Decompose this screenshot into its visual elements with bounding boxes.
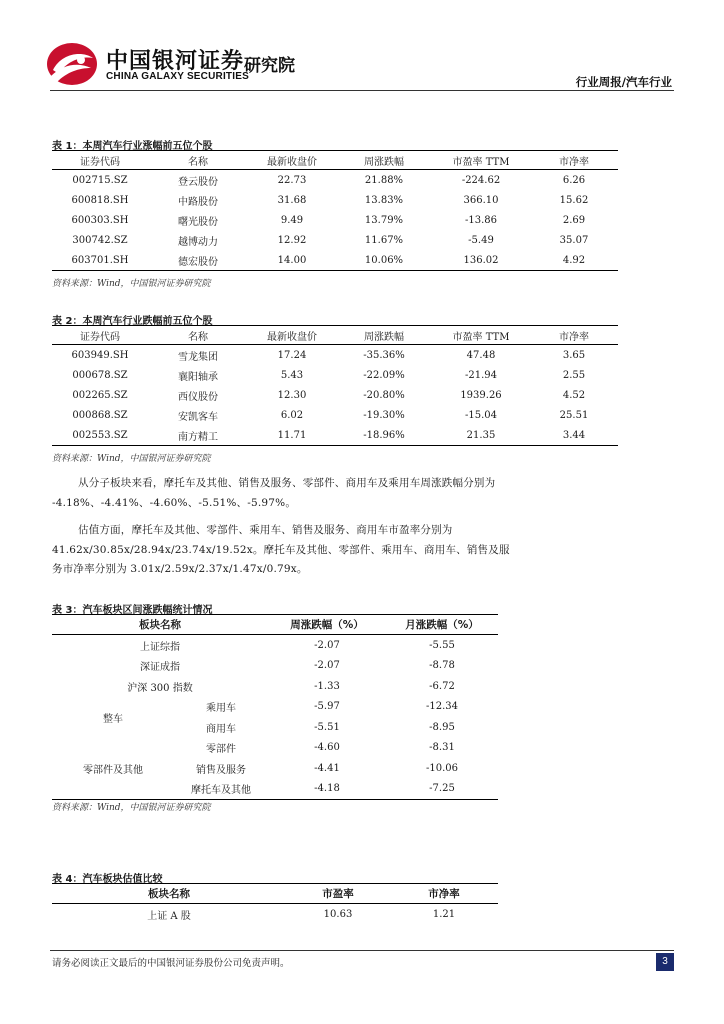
table-row bbox=[52, 230, 618, 250]
paragraph-line: 41.62x/30.85x/28.94x/23.74x/19.52x。摩托车及其他、零部件、乘用车、商用车、销售及服 bbox=[52, 543, 510, 556]
table-cell: 25.51 bbox=[559, 409, 589, 421]
table-row bbox=[52, 676, 498, 697]
table-cell: 002715.SZ bbox=[72, 174, 128, 186]
table-row bbox=[52, 656, 498, 677]
table3-header-cell: 月涨跌幅（%） bbox=[386, 615, 498, 635]
table-row bbox=[52, 385, 618, 405]
table-cell: 14.00 bbox=[277, 254, 307, 266]
table-cell: -13.86 bbox=[464, 214, 497, 226]
paragraph-1 bbox=[52, 474, 652, 513]
table-cell: 登云股份 bbox=[178, 176, 218, 188]
table-cell: -8.31 bbox=[429, 742, 455, 754]
table-cell: 603701.SH bbox=[71, 254, 129, 266]
table1-caption: 表 1：本周汽车行业涨幅前五位个股 bbox=[52, 141, 213, 152]
table2-caption: 表 2：本周汽车行业跌幅前五位个股 bbox=[52, 316, 213, 327]
table1-source: 资料来源：Wind，中国银河证券研究院 bbox=[52, 279, 211, 289]
table-cell: 沪深 300 指数 bbox=[127, 682, 193, 694]
table-row bbox=[52, 405, 618, 425]
table-cell: 600818.SH bbox=[71, 194, 129, 206]
table-cell: 002553.SZ bbox=[72, 429, 128, 441]
institute-text: 研究院 bbox=[244, 56, 295, 76]
table2-header-cell: 证券代码 bbox=[52, 326, 148, 345]
table-cell: -2.07 bbox=[314, 639, 340, 651]
table-cell: 零部件 bbox=[206, 744, 236, 756]
paragraph-line: 务市净率分别为 3.01x/2.59x/2.37x/1.47x/0.79x。 bbox=[52, 563, 308, 575]
table-cell: 35.07 bbox=[559, 234, 589, 246]
table2-header-cell: 周涨跌幅 bbox=[336, 326, 432, 345]
table-cell: 11.67% bbox=[364, 234, 404, 246]
table3-header-row bbox=[52, 615, 498, 635]
table-cell: 47.48 bbox=[466, 349, 496, 361]
table2-header-cell: 名称 bbox=[148, 326, 248, 345]
footer-disclaimer: 请务必阅读正文最后的中国银河证券股份公司免责声明。 bbox=[52, 958, 290, 969]
table-cell: -35.36% bbox=[363, 349, 405, 361]
table2-source: 资料来源：Wind，中国银河证券研究院 bbox=[52, 454, 211, 464]
table-cell: 2.69 bbox=[562, 214, 586, 226]
table-cell: 中路股份 bbox=[178, 196, 218, 208]
table4-header-cell: 市净率 bbox=[390, 884, 498, 904]
table-cell: -12.34 bbox=[425, 701, 458, 713]
table4-header-cell: 板块名称 bbox=[52, 884, 286, 904]
table-row bbox=[52, 210, 618, 230]
table-cell: -21.94 bbox=[464, 369, 497, 381]
table3-caption: 表 3：汽车板块区间涨跌幅统计情况 bbox=[52, 605, 213, 616]
table-cell: 2.55 bbox=[562, 369, 586, 381]
table-cell: -2.07 bbox=[314, 660, 340, 672]
table-cell: -5.97 bbox=[314, 701, 340, 713]
table-cell: -10.06 bbox=[425, 762, 458, 774]
logo-cn-text: 中国银河证券 bbox=[106, 49, 245, 74]
table-cell: -4.18 bbox=[314, 783, 340, 795]
table-cell: 366.10 bbox=[463, 194, 499, 206]
table2-header-cell: 市盈率 TTM bbox=[432, 326, 530, 345]
page-number: 3 bbox=[656, 953, 674, 971]
table1-header-cell: 市盈率 TTM bbox=[432, 151, 530, 170]
table-cell: 10.06% bbox=[364, 254, 404, 266]
table-cell: 600303.SH bbox=[71, 214, 129, 226]
table-row bbox=[52, 170, 618, 191]
header-divider bbox=[50, 90, 674, 91]
table-cell: 越博动力 bbox=[178, 236, 218, 248]
table-cell: 1.21 bbox=[432, 908, 456, 920]
table2-header-cell: 市净率 bbox=[530, 326, 618, 345]
footer-divider bbox=[50, 950, 674, 951]
table-cell: 雪龙集团 bbox=[178, 351, 218, 363]
table-cell: -20.80% bbox=[363, 389, 405, 401]
table-cell: -19.30% bbox=[363, 409, 405, 421]
table-cell: 15.62 bbox=[559, 194, 589, 206]
table-cell: 4.92 bbox=[562, 254, 586, 266]
table-cell: -1.33 bbox=[314, 680, 340, 692]
table2-header-cell: 最新收盘价 bbox=[248, 326, 336, 345]
table-cell: 17.24 bbox=[277, 349, 307, 361]
table3 bbox=[52, 614, 498, 800]
table-cell: -5.55 bbox=[429, 639, 455, 651]
table-cell: 3.44 bbox=[562, 429, 586, 441]
paragraph-2 bbox=[52, 521, 652, 580]
table-cell: 西仪股份 bbox=[178, 391, 218, 403]
table-cell: 6.02 bbox=[280, 409, 304, 421]
table-cell: 上证综指 bbox=[140, 641, 180, 653]
table3-source: 资料来源：Wind，中国银河证券研究院 bbox=[52, 803, 211, 813]
table-cell: 22.73 bbox=[277, 174, 307, 186]
table-row bbox=[52, 365, 618, 385]
table1-header-cell: 市净率 bbox=[530, 151, 618, 170]
table-cell: -8.95 bbox=[429, 721, 455, 733]
table-cell: 603949.SH bbox=[71, 349, 129, 361]
table-row bbox=[52, 190, 618, 210]
table-cell: 136.02 bbox=[463, 254, 499, 266]
table-cell: 1939.26 bbox=[460, 389, 502, 401]
table-cell: -4.60 bbox=[314, 742, 340, 754]
table1-header-row bbox=[52, 151, 618, 170]
table-cell: 13.79% bbox=[364, 214, 404, 226]
table3-header-cell: 周涨跌幅（%） bbox=[268, 615, 386, 635]
table-cell: 21.35 bbox=[466, 429, 496, 441]
table-cell: 德宏股份 bbox=[178, 256, 218, 268]
table4-header-row bbox=[52, 884, 498, 904]
table-row bbox=[52, 635, 498, 656]
table3-group-cell: 整车 bbox=[103, 713, 123, 725]
table2-header-row bbox=[52, 326, 618, 345]
table-cell: 12.92 bbox=[277, 234, 307, 246]
paragraph-line: 从分子板块来看，摩托车及其他、销售及服务、零部件、商用车及乘用车周涨跌幅分别为 bbox=[78, 477, 496, 489]
table-cell: -224.62 bbox=[461, 174, 501, 186]
table1-header-cell: 证券代码 bbox=[52, 151, 148, 170]
table-cell: 3.65 bbox=[562, 349, 586, 361]
table-cell: 曙光股份 bbox=[178, 216, 218, 228]
paragraph-line: 估值方面，摩托车及其他、零部件、乘用车、销售及服务、商用车市盈率分别为 bbox=[78, 524, 453, 536]
table-cell: 13.83% bbox=[364, 194, 404, 206]
table-row bbox=[52, 345, 618, 366]
table-cell: 002265.SZ bbox=[72, 389, 128, 401]
table-cell: 9.49 bbox=[280, 214, 304, 226]
table-cell: 4.52 bbox=[562, 389, 586, 401]
table-cell: 上证 A 股 bbox=[147, 910, 191, 922]
table3-group-cell: 零部件及其他 bbox=[83, 764, 143, 776]
table-cell: 12.30 bbox=[277, 389, 307, 401]
table4-caption: 表 4：汽车板块估值比较 bbox=[52, 874, 163, 885]
table-cell: -8.78 bbox=[429, 660, 455, 672]
table-cell: -5.49 bbox=[468, 234, 494, 246]
table-cell: 商用车 bbox=[206, 723, 236, 735]
table-cell: 000868.SZ bbox=[72, 409, 128, 421]
table-cell: 南方精工 bbox=[178, 431, 218, 443]
table-cell: 000678.SZ bbox=[72, 369, 128, 381]
table-row bbox=[52, 697, 498, 718]
table-cell: 300742.SZ bbox=[72, 234, 128, 246]
table-cell: 销售及服务 bbox=[196, 764, 246, 776]
table-cell: 31.68 bbox=[277, 194, 307, 206]
table-cell: 11.71 bbox=[277, 429, 307, 441]
table-cell: 6.26 bbox=[562, 174, 586, 186]
table-cell: 安凯客车 bbox=[178, 411, 218, 423]
table-cell: -4.41 bbox=[314, 762, 340, 774]
table-cell: 襄阳轴承 bbox=[178, 371, 218, 383]
table-cell: -7.25 bbox=[429, 783, 455, 795]
company-logo-icon bbox=[45, 40, 99, 88]
paragraph-line: -4.18%、-4.41%、-4.60%、-5.51%、-5.97%。 bbox=[52, 496, 297, 509]
table1-header-cell: 周涨跌幅 bbox=[336, 151, 432, 170]
table1 bbox=[52, 150, 618, 271]
table1-header-cell: 名称 bbox=[148, 151, 248, 170]
table-cell: 21.88% bbox=[364, 174, 404, 186]
table4-header-cell: 市盈率 bbox=[286, 884, 390, 904]
table2 bbox=[52, 325, 618, 446]
table-row bbox=[52, 250, 618, 271]
table-row bbox=[52, 904, 498, 925]
table-cell: 深证成指 bbox=[140, 662, 180, 674]
table-cell: 乘用车 bbox=[206, 703, 236, 715]
table-cell: 5.43 bbox=[280, 369, 304, 381]
table-cell: 10.63 bbox=[323, 908, 353, 920]
table-row bbox=[52, 738, 498, 759]
report-type: 行业周报/汽车行业 bbox=[575, 75, 672, 89]
table-cell: 摩托车及其他 bbox=[191, 785, 251, 797]
table-cell: -6.72 bbox=[429, 680, 455, 692]
table-cell: -15.04 bbox=[464, 409, 497, 421]
table-cell: -22.09% bbox=[363, 369, 405, 381]
table1-header-cell: 最新收盘价 bbox=[248, 151, 336, 170]
table4 bbox=[52, 883, 498, 924]
table-cell: -5.51 bbox=[314, 721, 340, 733]
logo-en-text: CHINA GALAXY SECURITIES bbox=[106, 71, 249, 82]
table-cell: -18.96% bbox=[363, 429, 405, 441]
table-row bbox=[52, 425, 618, 446]
table3-header-cell: 板块名称 bbox=[52, 615, 268, 635]
